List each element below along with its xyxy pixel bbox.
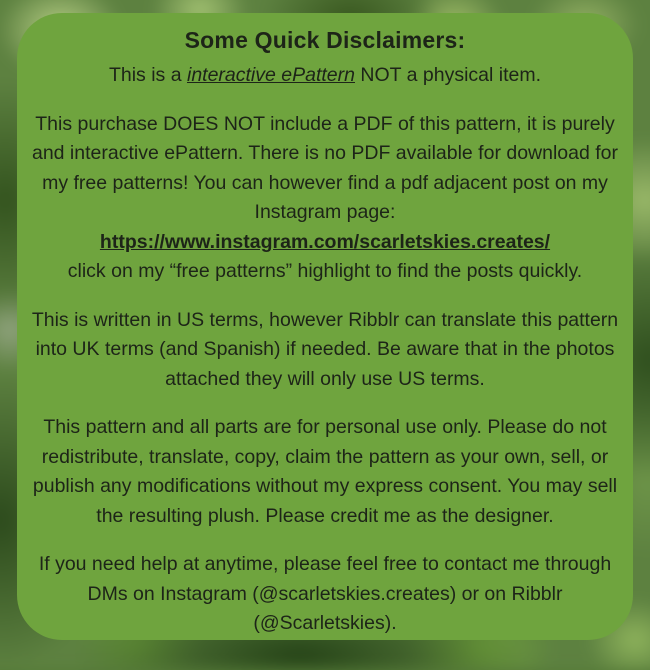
instagram-link[interactable]: https://www.instagram.com/scarletskies.creates/ bbox=[99, 230, 551, 253]
instagram-link-line bbox=[23, 228, 627, 258]
terms-paragraph: This is written in US terms, however Ribblr can translate this pattern into UK terms (and Spanish) if needed. Be aware that in the photos attached they will only use US terms. bbox=[31, 308, 619, 390]
disclaimer-card bbox=[17, 13, 633, 640]
card-title: Some Quick Disclaimers: bbox=[184, 27, 466, 53]
intro-suffix: NOT a physical item. bbox=[355, 64, 542, 86]
intro-prefix: This is a bbox=[108, 64, 187, 86]
usage-paragraph: This pattern and all parts are for personal use only. Please do not redistribute, translate, copy, claim the pattern as your own, sell, or publish any modifications without my express consent. You may sell the resulting plush. Please credit me as the designer. bbox=[32, 416, 618, 527]
link-hint-line: click on my “free patterns” highlight to find the posts quickly. bbox=[67, 260, 583, 282]
contact-paragraph: If you need help at anytime, please feel free to contact me through DMs on Instagram (@scarletskies.creates) or on Ribblr (@Scarletskies). bbox=[38, 553, 612, 634]
interactive-epattern-emphasis: interactive ePattern bbox=[186, 64, 355, 86]
pdf-disclaimer-paragraph: This purchase DOES NOT include a PDF of this pattern, it is purely and interactive ePattern. There is no PDF available for download for my free patterns! You can however find a pdf adjacent post on my Instagram page: bbox=[31, 112, 619, 223]
intro-line bbox=[23, 61, 627, 91]
